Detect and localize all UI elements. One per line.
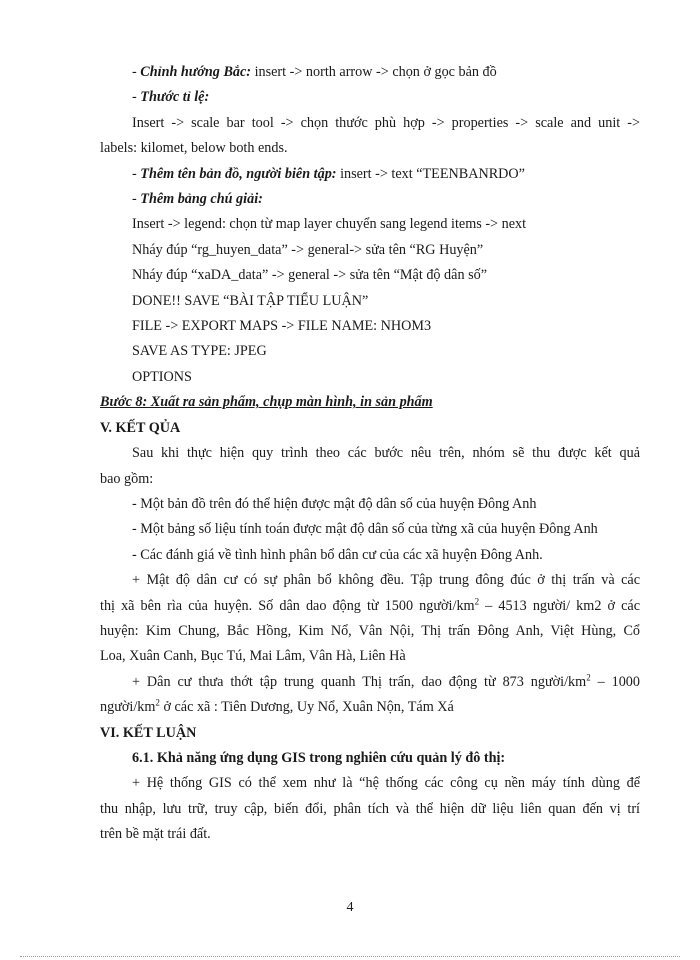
line-sparse-1: + Dân cư thưa thớt tập trung quanh Thị trấn, dao động từ 873 người/$km^2 - 1000$ (132, 672, 640, 690)
line-density-3: huyện: Kim Chung, Bắc Hồng, Kim Nổ, Vân Nội, Thị trấn Đông Anh, Việt Hùng, Cổ (100, 622, 640, 639)
section-vi-heading: VI. KẾT LUẬN (100, 724, 197, 741)
line-results-intro: Sau khi thực hiện quy trình theo các bước nêu trên, nhóm sẽ thu được kết quả (132, 445, 640, 462)
line-done-save: DONE!! SAVE “BÀI TẬP TIỂU LUẬN” (132, 292, 369, 309)
line-gis-1: + Hệ thống GIS có thể xem như là “hệ thống các công cụ nền máy tính dùng để (132, 775, 640, 792)
page-bottom-rule (20, 956, 680, 957)
line-scale-heading: - Thước tỉ lệ: (132, 89, 210, 106)
line-export: FILE -> EXPORT MAPS -> FILE NAME: NHOM3 (132, 318, 432, 335)
line-gis-2: thu nhập, lưu trữ, truy cập, biến đổi, phân tích và thể hiện dữ liệu liên quan đến vị trí (100, 800, 640, 817)
line-scale-bar: Insert -> scale bar tool -> chọn thước phù hợp -> properties -> scale and unit -> (132, 114, 640, 131)
line-north-arrow: - Chỉnh hướng Bắc: insert -> north arrow -> chọn ở gọc bản đồ (132, 64, 497, 80)
line-include: bao gồm: (100, 470, 154, 487)
line-sparse-2: người/$km^2$ ở các xã : Tiên Dương, Uy Nổ, Xuân Nộn, Tám Xá (100, 697, 454, 716)
line-gis-3: trên bề mặt trái đất. (100, 826, 211, 843)
line-save-type: SAVE AS TYPE: JPEG (132, 343, 267, 360)
line-result-assess: - Các đánh giá về tình hình phân bổ dân cư của các xã huyện Đông Anh. (132, 546, 543, 563)
line-label: Chỉnh hướng Bắc: (140, 64, 252, 80)
line-legend-insert: Insert -> legend: chọn từ map layer chuyển sang legend items -> next (132, 216, 527, 233)
line-density-4: Loa, Xuân Canh, Bục Tú, Mai Lâm, Vân Hà, Liên Hà (100, 648, 406, 665)
line-result-table: - Một bảng số liệu tính toán được mật độ dân số của từng xã của huyện Đông Anh (132, 521, 598, 538)
subsection-6-1-heading: 6.1. Khả năng ứng dụng GIS trong nghiên cứu quản lý đô thị: (132, 749, 506, 766)
line-legend-heading: - Thêm bảng chú giải: (132, 191, 263, 208)
line-density-2: thị xã bên rìa của huyện. Số dân dao động từ 1500 người/$km^2 - 4513$ người/ km2 ở các (100, 595, 640, 614)
line-rg-huyen: Nháy đúp “rg_huyen_data” -> general-> sửa tên “RG Huyện” (132, 241, 484, 258)
line-options: OPTIONS (132, 368, 192, 385)
line-xada: Nháy đúp “xaDA_data” -> general -> sửa tên “Mật độ dân số” (132, 267, 487, 284)
line-result-map: - Một bản đồ trên đó thể hiện được mật độ dân số của huyện Đông Anh (132, 495, 537, 512)
step-8-heading: Bước 8: Xuất ra sản phẩm, chụp màn hình, in sản phẩm (100, 394, 433, 411)
page-number: 4 (346, 900, 354, 915)
line-labels: labels: kilomet, below both ends. (100, 140, 288, 157)
line-density-1: + Mật độ dân cư có sự phân bổ không đều. Tập trung đông đúc ở thị trấn và các (132, 572, 640, 589)
line-title-editor: - Thêm tên bản đồ, người biên tập: insert -> text “TEENBANRDO” (132, 165, 525, 182)
section-v-heading: V. KẾT QỦA (100, 419, 181, 436)
page-content (100, 60, 640, 848)
